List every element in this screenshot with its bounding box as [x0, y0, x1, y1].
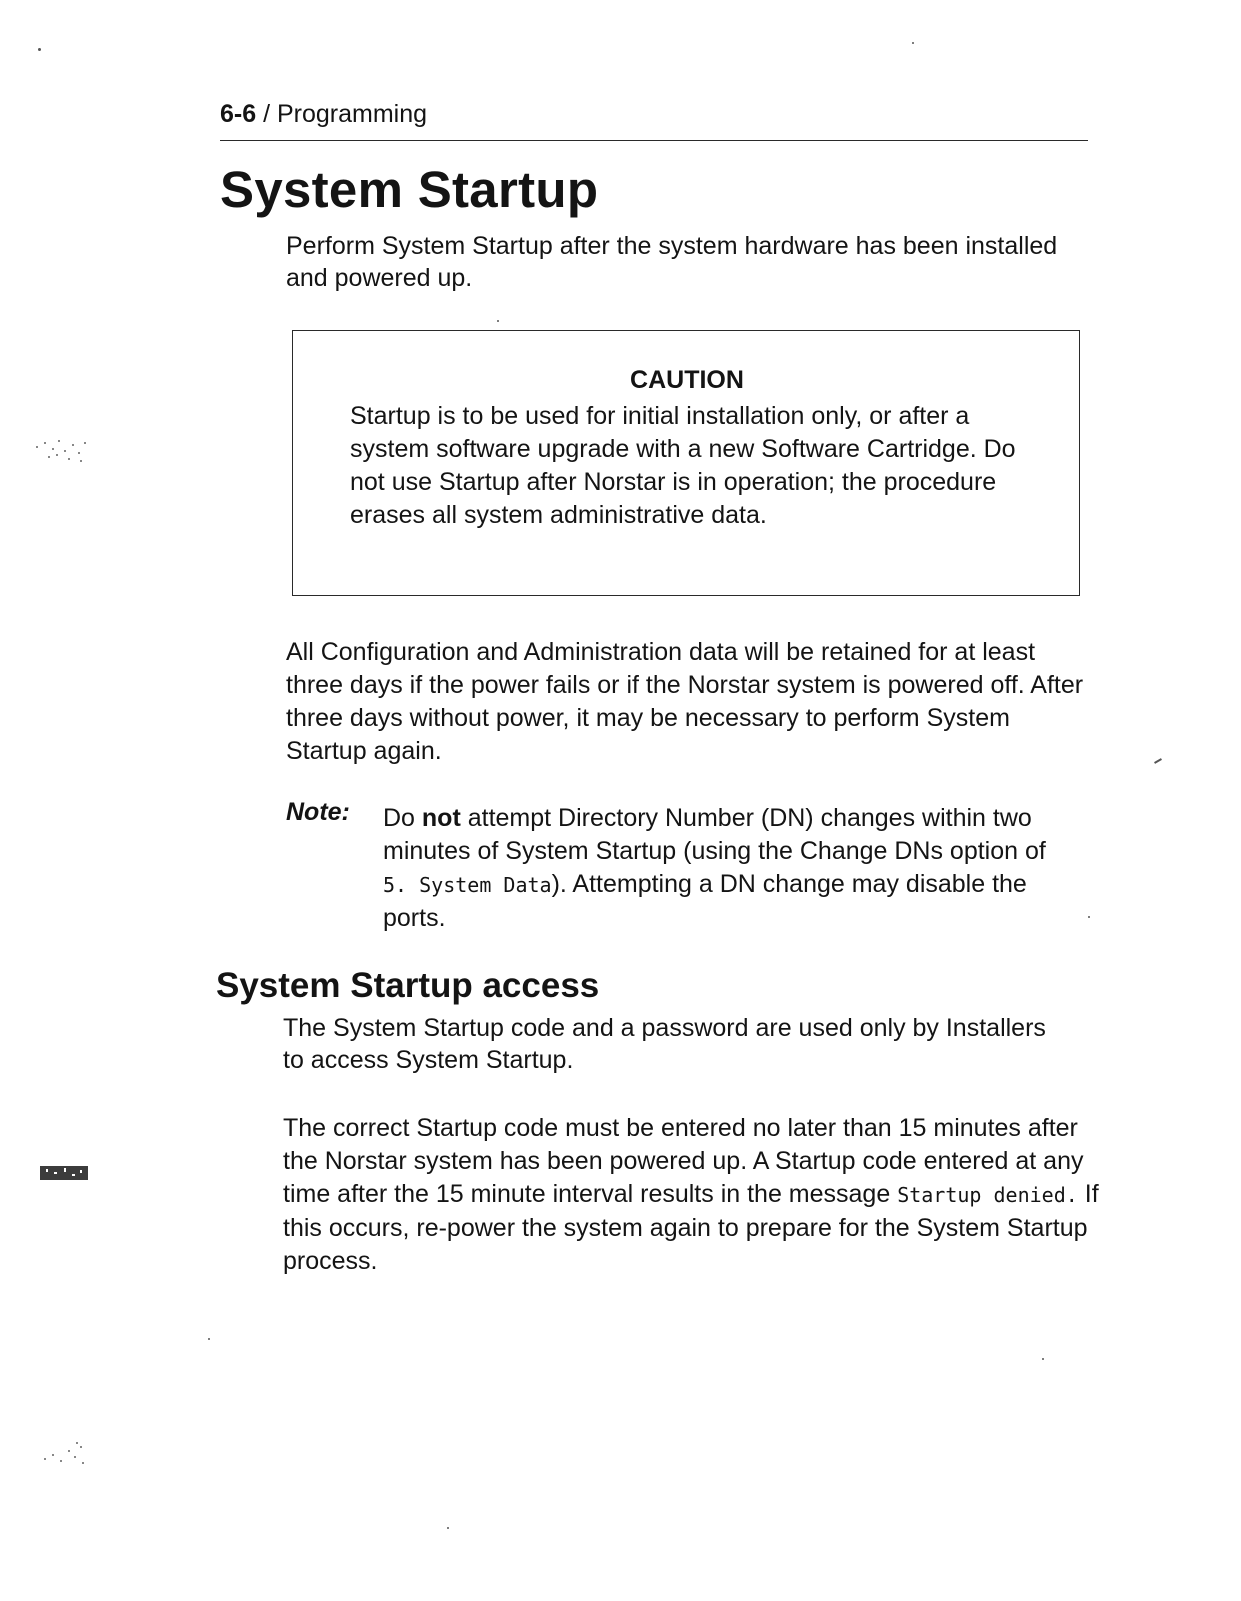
header-rule	[220, 140, 1088, 141]
scan-noise-3	[40, 1440, 90, 1470]
scan-speck	[912, 42, 914, 44]
caution-heading: CAUTION	[630, 366, 744, 394]
page-number: 6-6	[220, 100, 257, 128]
note-text-1: Do	[383, 804, 422, 832]
note-emphasis: not	[421, 804, 461, 832]
scan-speck	[497, 320, 499, 322]
startup-denied-display-text: Startup denied.	[897, 1183, 1078, 1207]
header-separator: /	[256, 100, 277, 128]
scan-noise-1	[34, 436, 94, 466]
access-text-2: If this occurs, re-power the system again to prepare for the System Startup process.	[283, 1180, 1099, 1275]
section-name: Programming	[276, 100, 428, 128]
scan-noise-2	[40, 1162, 92, 1184]
scan-speck	[1042, 1358, 1044, 1360]
intro-paragraph: Perform System Startup after the system hardware has been installed and powered up.	[286, 232, 1058, 292]
scan-speck	[1088, 916, 1090, 918]
access-paragraph-2	[283, 1112, 1103, 1278]
retention-paragraph: All Configuration and Administration data will be retained for at least three days if the power fails or if the Norstar system is powered off. After three days without power, it may be necessary to perform System Startup again.	[286, 638, 1084, 765]
note-label: Note:	[286, 798, 350, 826]
page-header	[220, 100, 427, 129]
scan-speck	[208, 1338, 210, 1340]
note-body	[383, 802, 1063, 935]
access-paragraph-1: The System Startup code and a password are used only by Installers to access System Startup.	[283, 1014, 1046, 1074]
caution-body: Startup is to be used for initial installation only, or after a system software upgrade with a new Software Cartridge. Do not use Startup after Norstar is in operation; the procedure erases all system administrative data.	[350, 402, 1016, 529]
section-heading: System Startup access	[216, 966, 600, 1005]
scan-speck	[1154, 758, 1162, 764]
page-title: System Startup	[220, 161, 599, 218]
system-data-display-text: 5. System Data	[383, 873, 552, 897]
access-text-1: The correct Startup code must be entered no later than 15 minutes after the Norstar system has been powered up. A Startup code entered at any time after the 15 minute interval results in the message	[283, 1114, 1084, 1208]
scan-speck	[447, 1527, 449, 1529]
scan-speck	[38, 48, 41, 51]
note-text-3: ). Attempting a DN change may disable the ports.	[383, 870, 1027, 932]
note-text-2: attempt Directory Number (DN) changes within two minutes of System Startup (using the Change DNs option of	[383, 804, 1046, 865]
